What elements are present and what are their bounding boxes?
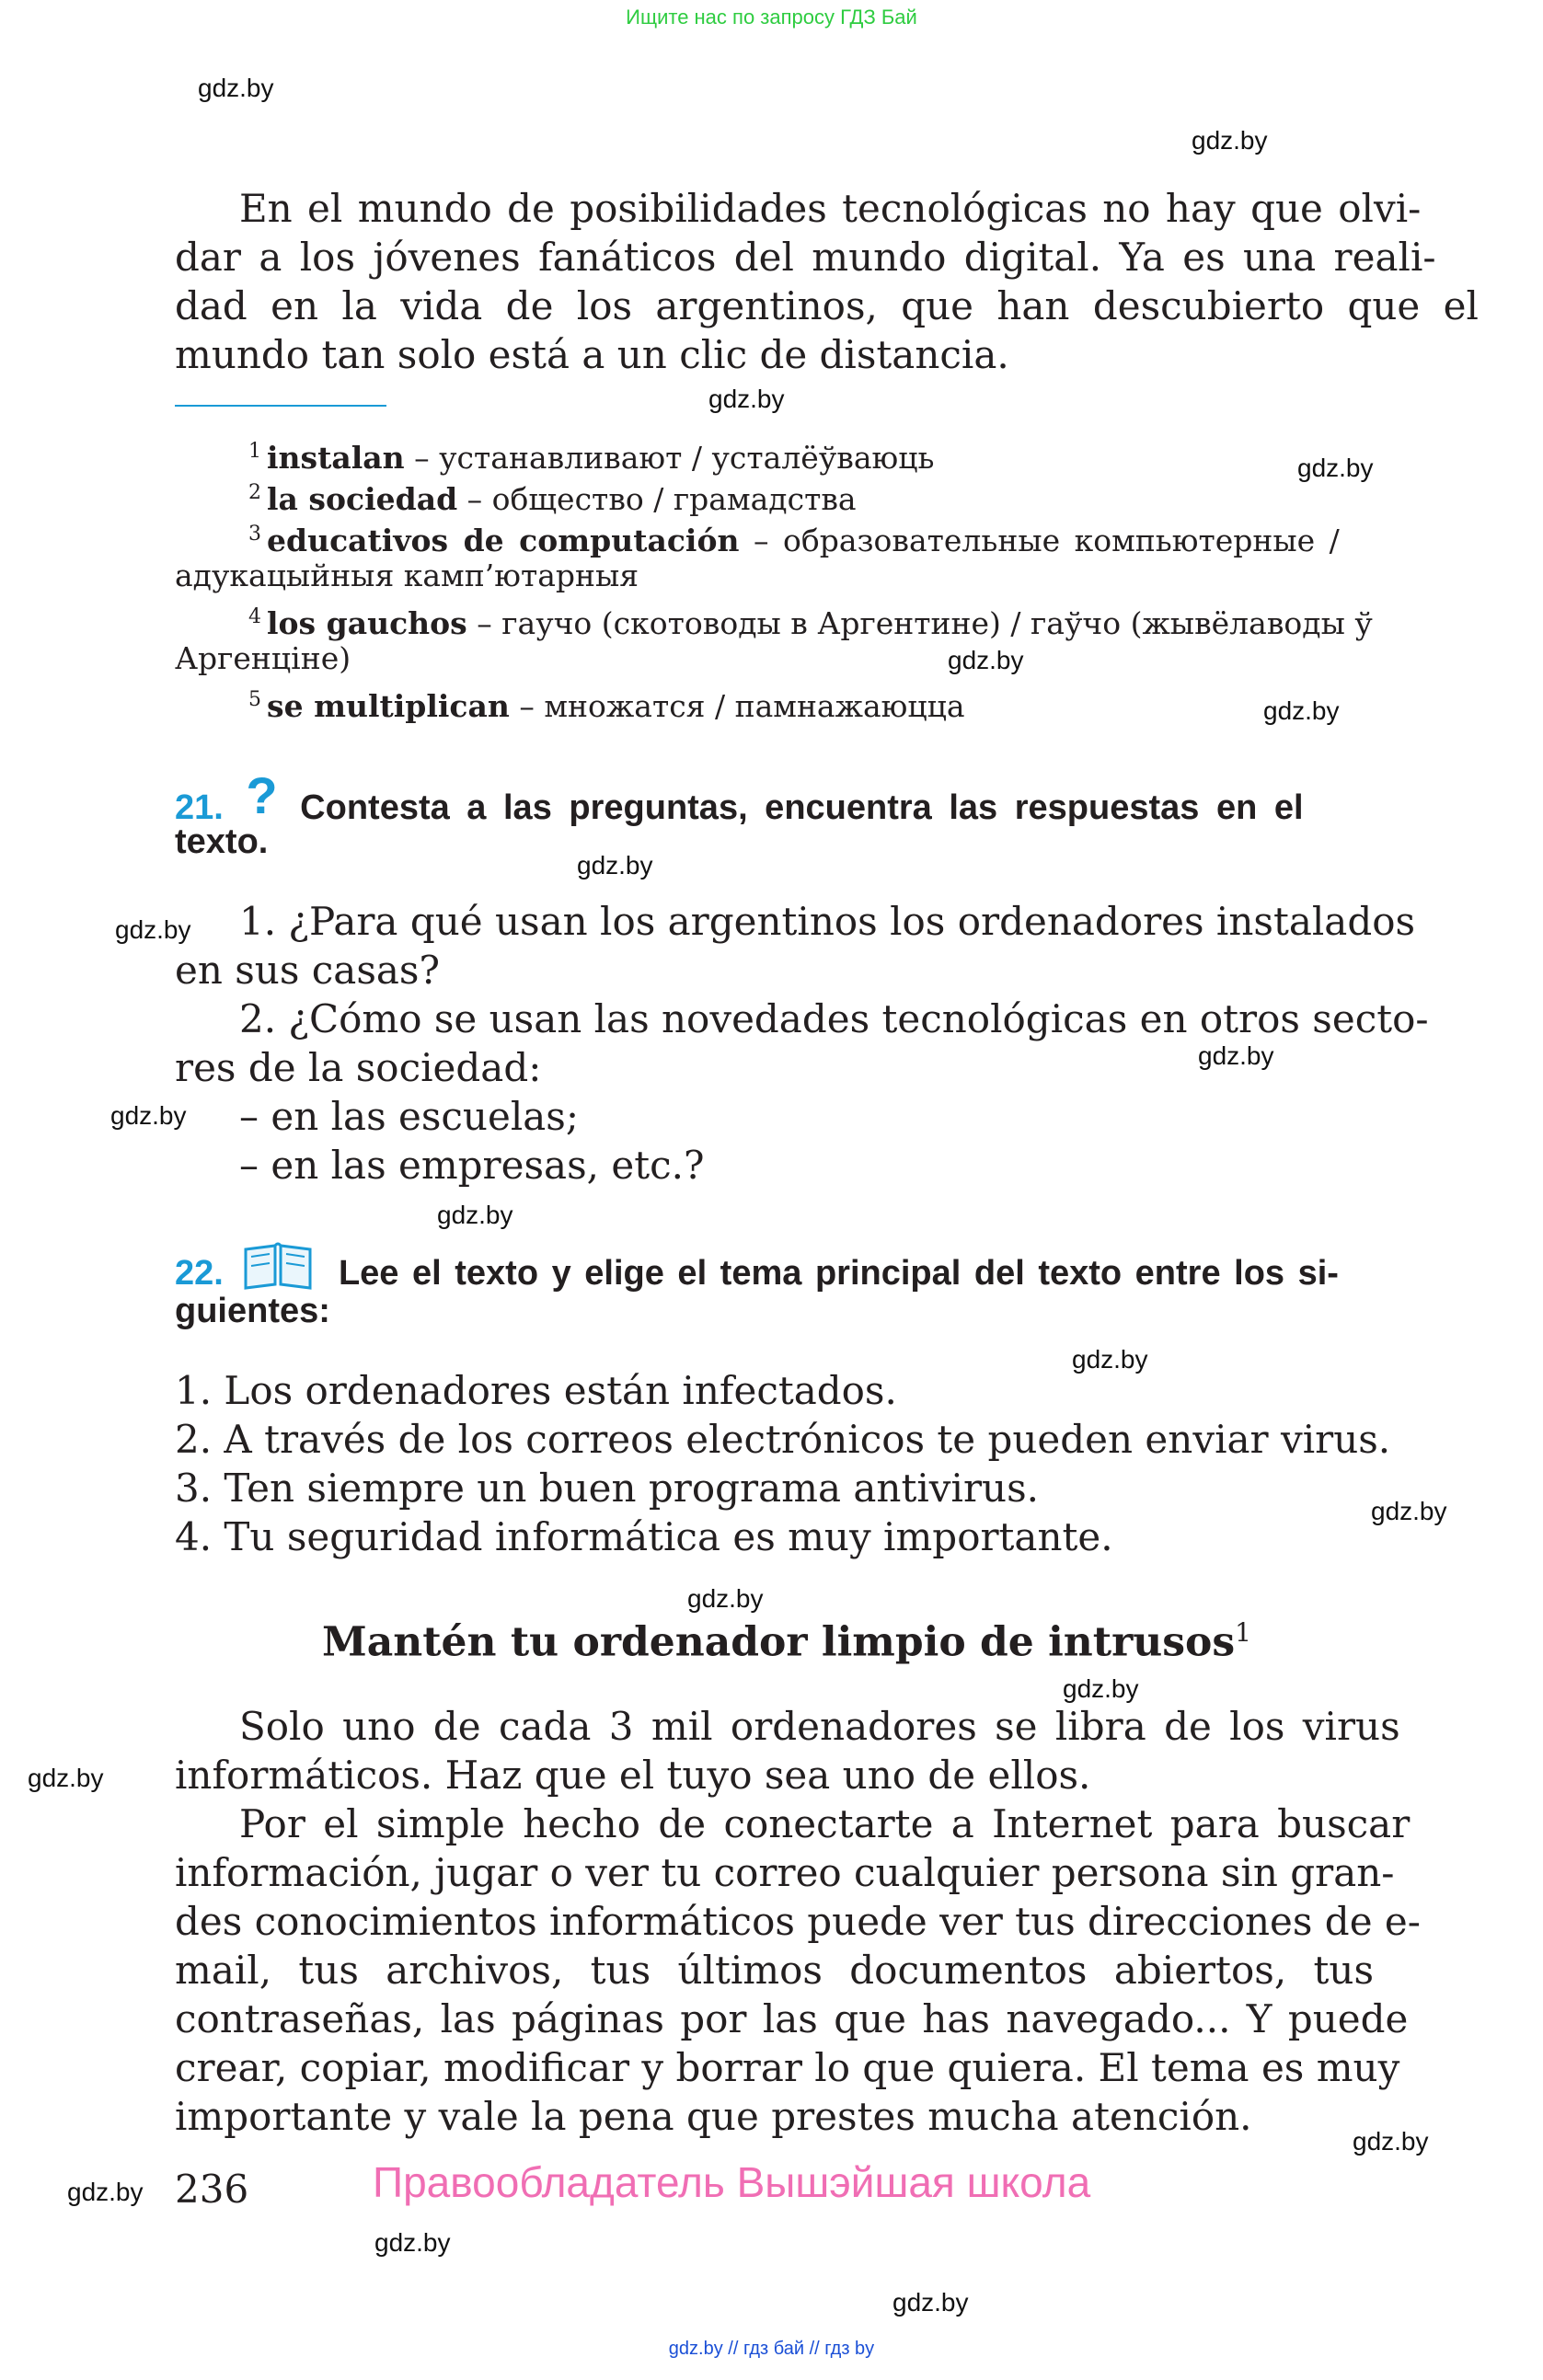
copyright-notice: Правообладатель Вышэйшая школа [373, 2158, 1091, 2206]
watermark: gdz.by [1353, 2127, 1429, 2156]
question-1: 1. ¿Para qué usan los argentinos los ordenadores instalados [239, 899, 1416, 944]
question-1-cont: en sus casas? [175, 948, 440, 993]
watermark: gdz.by [1198, 1041, 1274, 1070]
footnote-5: $^5$ se multiplican – множатся / памнажаюцца [248, 688, 965, 724]
task-21-heading-cont: texto. [175, 822, 269, 861]
article-line: des conocimientos informáticos puede ver tus direcciones de e- [175, 1899, 1421, 1944]
article-line: informáticos. Haz que el tuyo sea uno de ellos. [175, 1753, 1091, 1798]
option: 2. A través de los correos electrónicos te pueden enviar virus. [175, 1417, 1391, 1462]
task-number: 21. [175, 788, 224, 827]
article-title: Mantén tu ordenador limpio de intrusos$^1$ [322, 1617, 1251, 1666]
watermark: gdz.by [892, 2288, 969, 2317]
intro-line: En el mundo de posibilidades tecnológicas no hay que olvi- [239, 186, 1422, 231]
watermark: gdz.by [687, 1584, 764, 1613]
page-number: 236 [175, 2167, 249, 2212]
task-21-heading: 21. ? Contesta a las preguntas, encuentra las respuestas en el [175, 766, 1304, 827]
article-line: mail, tus archivos, tus últimos documentos abiertos, tus [175, 1948, 1375, 1993]
task-number: 22. [175, 1254, 224, 1293]
task-22-heading-cont: guientes: [175, 1292, 330, 1330]
watermark: gdz.by [67, 2178, 144, 2206]
watermark: gdz.by [1063, 1674, 1139, 1703]
watermark: gdz.by [115, 915, 191, 944]
question-icon: ? [246, 766, 278, 824]
watermark: gdz.by [577, 851, 653, 880]
top-search-hint: Ищите нас по запросу ГДЗ Бай [626, 6, 917, 29]
footnote-separator [175, 405, 386, 407]
watermark: gdz.by [708, 385, 785, 413]
watermark: gdz.by [1297, 454, 1374, 482]
article-line: Por el simple hecho de conectarte a Internet para buscar [239, 1801, 1411, 1846]
question-2-cont: res de la sociedad: [175, 1045, 542, 1090]
footnote-1: $^1$ instalan – устанавливают / усталёўваюць [248, 440, 935, 476]
watermark: gdz.by [437, 1201, 513, 1229]
task-22-heading: 22. Lee el texto y elige el tema principal del texto entre los si- [175, 1242, 1399, 1302]
article-line: contraseñas, las páginas por las que has navegado... Y puede [175, 1996, 1409, 2041]
watermark: gdz.by [28, 1764, 104, 1792]
footnote-2: $^2$ la sociedad – общество / грамадства [248, 481, 857, 517]
article-line: crear, copiar, modificar y borrar lo que quiera. El tema es muy [175, 2045, 1400, 2090]
bullet: – en las escuelas; [239, 1094, 579, 1139]
footnote-3: $^3$ educativos de computación – образовательные компьютерные / [248, 523, 1340, 558]
watermark: gdz.by [110, 1101, 187, 1130]
footnote-4-cont: Аргенціне) [175, 640, 351, 676]
option: 3. Ten siempre un buen programa antivirus. [175, 1466, 1039, 1511]
watermark: gdz.by [1192, 126, 1268, 155]
article-line: Solo uno de cada 3 mil ordenadores se libra de los virus [239, 1704, 1400, 1749]
intro-line: dar a los jóvenes fanáticos del mundo digital. Ya es una reali- [175, 235, 1436, 280]
footnote-4: $^4$ los gauchos – гаучо (скотоводы в Аргентине) / гаўчо (жывёлаводы ў [248, 605, 1373, 641]
watermark: gdz.by [374, 2228, 451, 2257]
article-line: importante y vale la pena que prestes mucha atención. [175, 2094, 1252, 2139]
watermark: gdz.by [1263, 696, 1340, 725]
watermark: gdz.by [1371, 1497, 1447, 1525]
article-line: información, jugar o ver tu correo cualquier persona sin gran- [175, 1850, 1395, 1895]
question-2: 2. ¿Cómo se usan las novedades tecnológicas en otros secto- [239, 996, 1429, 1041]
watermark: gdz.by [948, 646, 1024, 674]
bullet: – en las empresas, etc.? [239, 1143, 705, 1188]
intro-line: mundo tan solo está a un clic de distancia. [175, 332, 1009, 377]
watermark: gdz.by [1072, 1345, 1148, 1374]
footer-links[interactable]: gdz.by // гдз бай // гдз by [668, 2339, 875, 2359]
option: 1. Los ordenadores están infectados. [175, 1368, 897, 1413]
intro-line: dad en la vida de los argentinos, que han descubierto que el [175, 283, 1479, 328]
footnote-3-cont: адукацыйныя камп’ютарныя [175, 558, 639, 593]
watermark: gdz.by [198, 74, 274, 102]
option: 4. Tu seguridad informática es muy importante. [175, 1514, 1113, 1559]
